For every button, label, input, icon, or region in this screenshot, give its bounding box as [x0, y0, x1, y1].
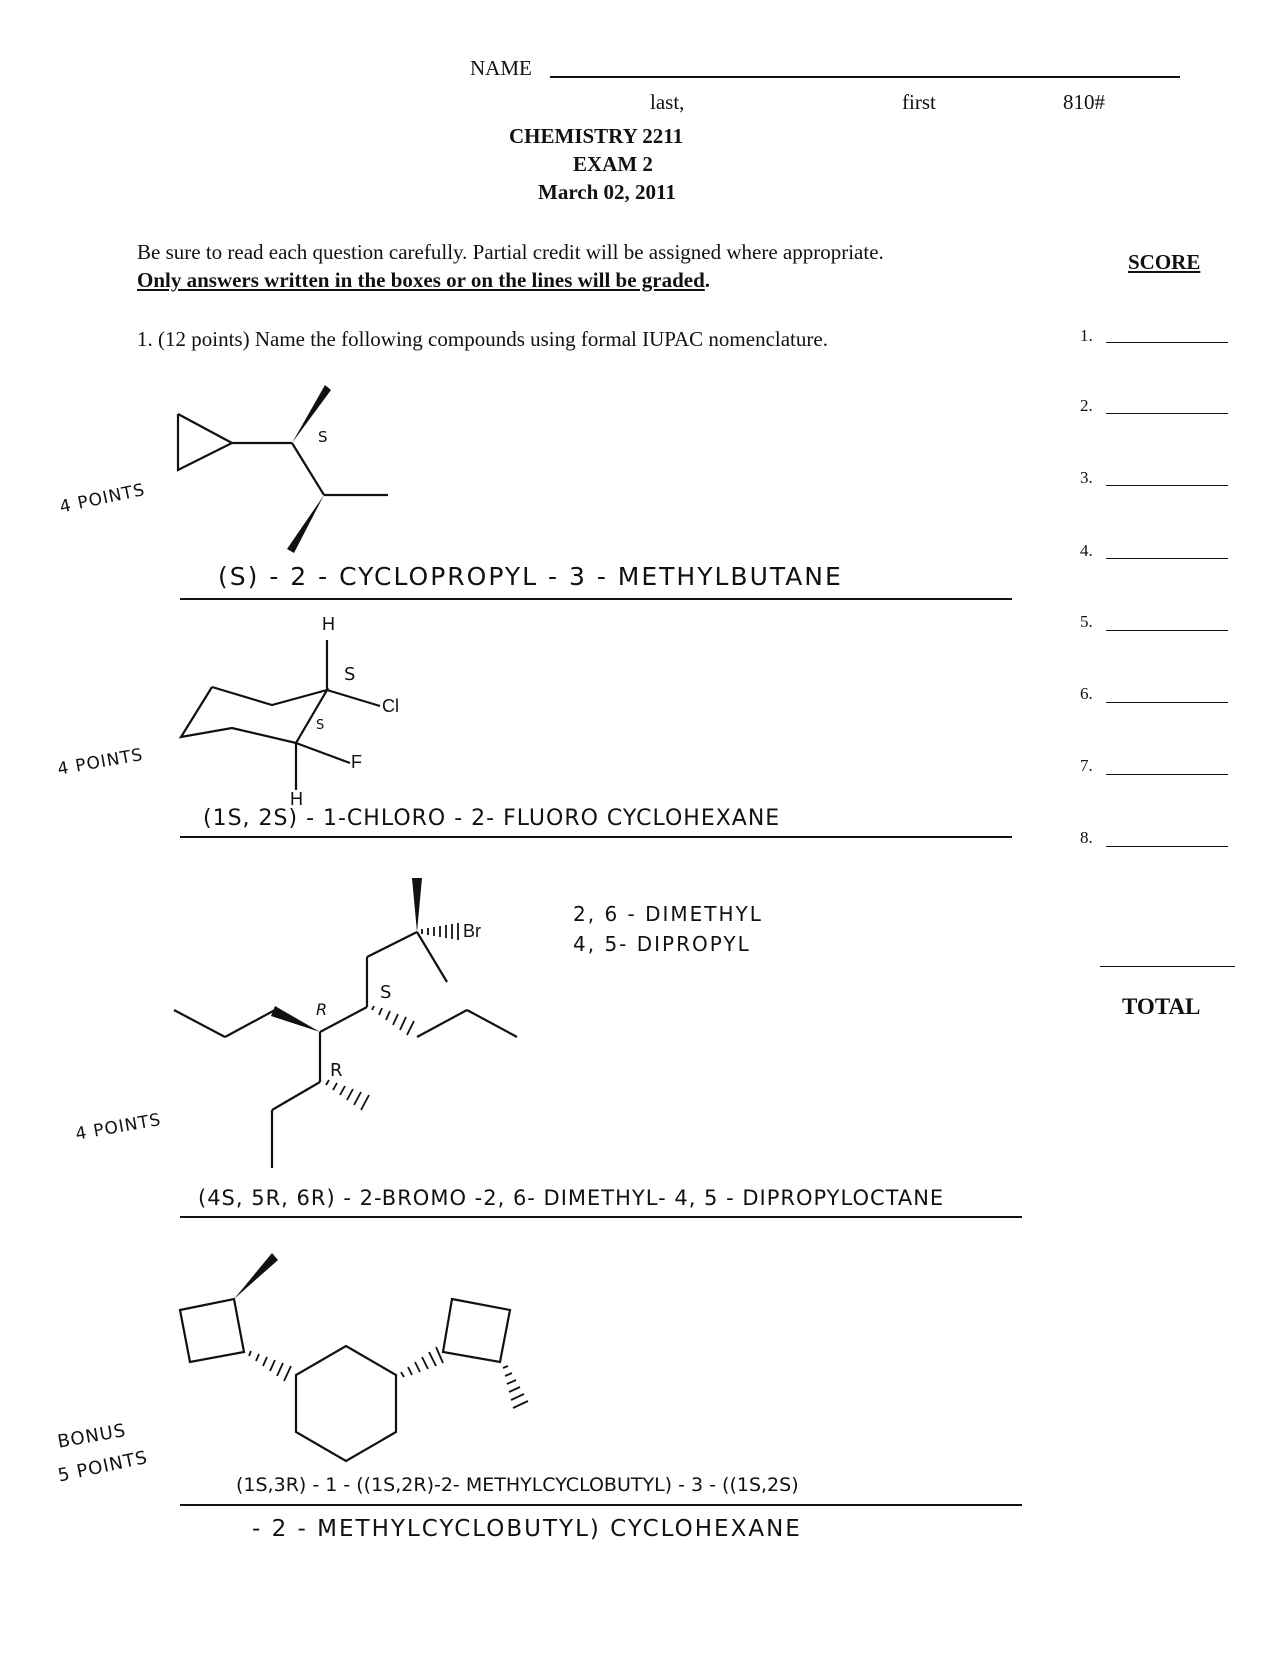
compound-2-atom-f: F: [351, 752, 362, 772]
instructions-period: .: [704, 268, 711, 292]
exam-date: March 02, 2011: [538, 180, 676, 204]
compound-1-answer[interactable]: (S) - 2 - CYCLOPROPYL - 3 - METHYLBUTANE: [218, 562, 843, 591]
cyclobutane-ring-left: [180, 1299, 244, 1362]
instructions-emphasis: Only answers written in the boxes or on the lines will be graded: [137, 268, 705, 292]
compound-3-note-line2: 4, 5- DIPROPYL: [573, 932, 751, 956]
compound-4-answer-line2[interactable]: - 2 - METHYLCYCLOBUTYL) CYCLOHEXANE: [252, 1516, 802, 1542]
last-label: last,: [650, 90, 685, 114]
compound-4-points-line2: 5 POINTS: [56, 1446, 150, 1487]
score-item-2: 2.: [1080, 396, 1093, 415]
course-title: CHEMISTRY 2211: [509, 124, 684, 148]
total-label: TOTAL: [1122, 994, 1201, 1019]
compound-2-points: 4 POINTS: [56, 744, 145, 780]
compound-2-atom-cl: Cl: [382, 696, 399, 716]
compound-2-answer[interactable]: (1S, 2S) - 1-CHLORO - 2- FLUORO CYCLOHEXANE: [203, 806, 781, 831]
instructions-line1: Be sure to read each question carefully. Partial credit will be assigned where appropriate.: [137, 240, 884, 264]
compound-3-stereo-r1: R: [316, 1000, 329, 1019]
first-label: first: [902, 90, 936, 114]
score-item-6: 6.: [1080, 684, 1093, 703]
compound-2-atom-h-bottom: H: [290, 789, 303, 809]
question-1-prompt: 1. (12 points) Name the following compounds using formal IUPAC nomenclature.: [137, 327, 828, 351]
wedge-bond: [234, 1253, 278, 1299]
compound-2-stereo-s2: S: [316, 718, 326, 733]
name-label: NAME: [470, 56, 532, 80]
score-item-4: 4.: [1080, 541, 1093, 560]
compound-3-points: 4 POINTS: [74, 1109, 163, 1145]
compound-3-stereo-r2: R: [330, 1060, 344, 1081]
score-item-3: 3.: [1080, 468, 1093, 487]
compound-2-stereo-s1: S: [344, 664, 357, 685]
score-item-7: 7.: [1080, 756, 1093, 775]
compound-2-atom-h-top: H: [322, 614, 335, 634]
compound-3-atom-br: Br: [463, 921, 481, 941]
compound-1-stereo-s: S: [318, 428, 329, 446]
compound-4-points-line1: BONUS: [56, 1419, 128, 1453]
cyclohexane-ring: [296, 1346, 396, 1461]
cyclobutane-ring-right: [443, 1299, 510, 1362]
score-item-8: 8.: [1080, 828, 1093, 847]
compound-1-points: 4 POINTS: [58, 479, 148, 518]
score-item-1: 1.: [1080, 326, 1093, 345]
compound-3-answer[interactable]: (4S, 5R, 6R) - 2-BROMO -2, 6- DIMETHYL- 4, 5 - DIPROPYLOCTANE: [198, 1186, 945, 1210]
score-item-5: 5.: [1080, 612, 1093, 631]
compound-3-note-line1: 2, 6 - DIMETHYL: [573, 902, 763, 926]
score-heading: SCORE: [1128, 250, 1201, 274]
id-label: 810#: [1063, 90, 1105, 114]
compound-4-answer-line1[interactable]: (1S,3R) - 1 - ((1S,2R)-2- METHYLCYCLOBUTYL) - 3 - ((1S,2S): [236, 1474, 799, 1496]
exam-title: EXAM 2: [573, 152, 653, 176]
compound-4-answer-rule[interactable]: [180, 1504, 1022, 1506]
hash-bonds: [249, 1347, 528, 1408]
compound-3-stereo-s: S: [380, 982, 393, 1003]
